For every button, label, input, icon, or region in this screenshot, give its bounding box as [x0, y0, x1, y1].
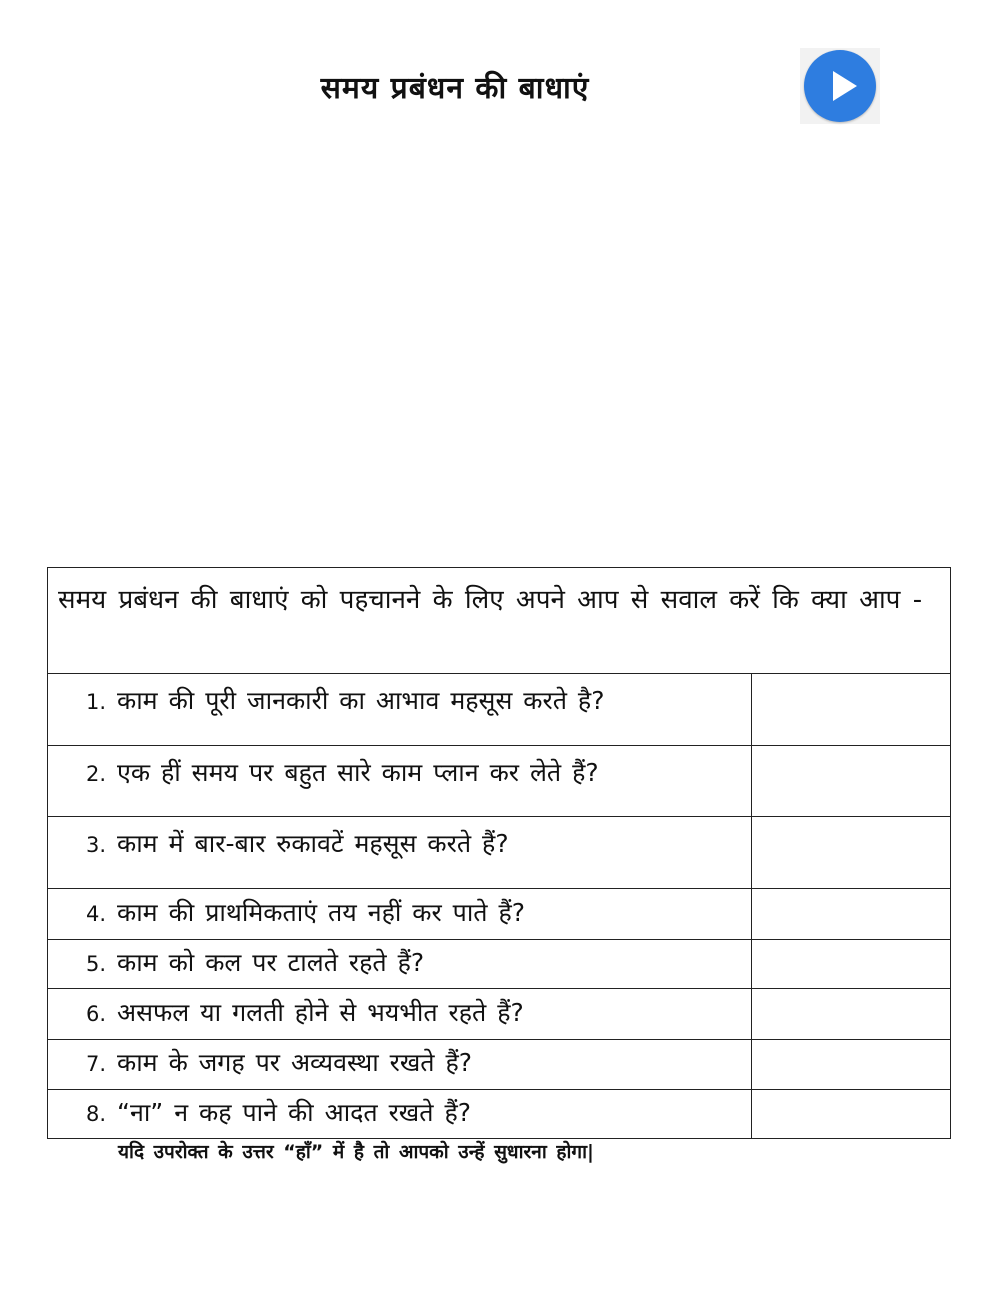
question-row [48, 889, 951, 940]
question-row [48, 817, 951, 889]
question-text [48, 889, 752, 940]
footer-note: यदि उपरोक्त के उत्तर “हाँ” में है तो आपको उन्हें सुधारना होगा| [118, 1141, 594, 1163]
question-row [48, 989, 951, 1040]
question-label: “ना” न कह पाने की आदत रखते हैं? [117, 1098, 472, 1127]
question-label: काम में बार-बार रुकावटें महसूस करते हैं? [117, 829, 509, 858]
question-label: काम को कल पर टालते रहते हैं? [117, 948, 425, 977]
answer-cell[interactable] [752, 889, 951, 940]
question-number: 5. [86, 952, 107, 976]
question-number: 4. [86, 902, 107, 926]
answer-cell[interactable] [752, 817, 951, 889]
question-row [48, 674, 951, 746]
audio-player [800, 48, 880, 124]
answer-cell[interactable] [752, 1040, 951, 1090]
question-text [48, 1040, 752, 1090]
answer-cell[interactable] [752, 674, 951, 746]
answer-cell[interactable] [752, 1090, 951, 1139]
question-text [48, 940, 752, 989]
page-title: समय प्रबंधन की बाधाएं [320, 71, 590, 106]
question-label: असफल या गलती होने से भयभीत रहते हैं? [117, 998, 524, 1027]
question-row [48, 746, 951, 817]
question-number: 7. [86, 1052, 107, 1076]
question-label: काम की पूरी जानकारी का आभाव महसूस करते है? [117, 686, 605, 715]
question-text [48, 817, 752, 889]
question-row [48, 940, 951, 989]
question-row [48, 1040, 951, 1090]
question-label: काम की प्राथमिकताएं तय नहीं कर पाते हैं? [117, 898, 526, 927]
question-label: काम के जगह पर अव्यवस्था रखते हैं? [117, 1048, 473, 1077]
intro-row [48, 568, 951, 674]
intro-text: समय प्रबंधन की बाधाएं को पहचानने के लिए अपने आप से सवाल करें कि क्या आप - [48, 568, 951, 674]
question-text [48, 674, 752, 746]
question-number: 3. [86, 833, 107, 857]
question-text [48, 746, 752, 817]
answer-cell[interactable] [752, 746, 951, 817]
question-number: 1. [86, 690, 107, 714]
question-number: 2. [86, 762, 107, 786]
question-number: 6. [86, 1002, 107, 1026]
question-text [48, 1090, 752, 1139]
answer-cell[interactable] [752, 940, 951, 989]
question-row [48, 1090, 951, 1139]
question-table [47, 567, 951, 1139]
answer-cell[interactable] [752, 989, 951, 1040]
play-button[interactable] [804, 50, 876, 122]
play-icon [804, 50, 876, 122]
question-text [48, 989, 752, 1040]
question-number: 8. [86, 1102, 107, 1126]
question-label: एक हीं समय पर बहुत सारे काम प्लान कर लेते हैं? [117, 758, 599, 787]
